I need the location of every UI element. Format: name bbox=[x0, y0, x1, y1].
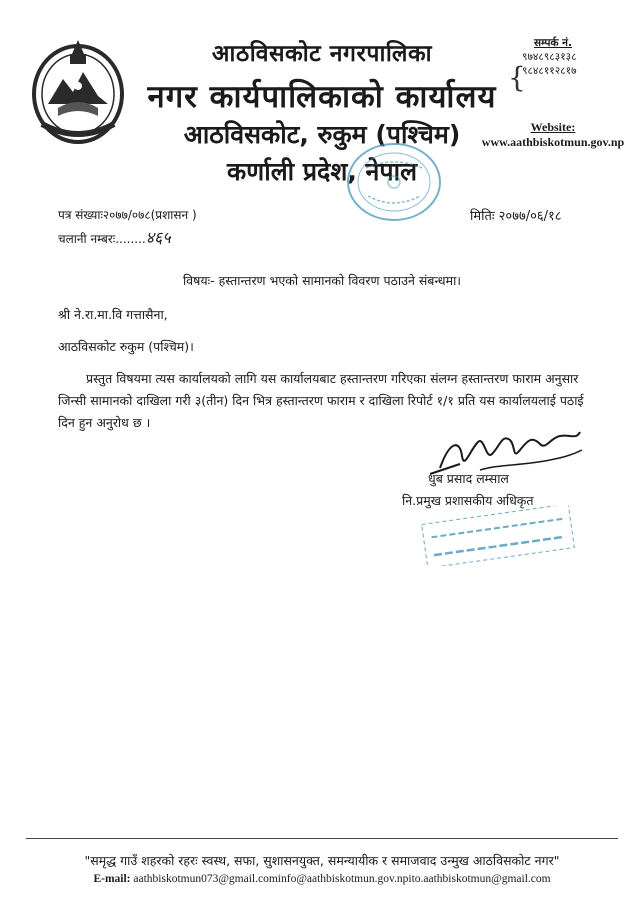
letter-body: प्रस्तुत विषयमा त्यस कार्यालयको लागि यस कार्यालयबाट हस्तान्तरण गरिएका संलग्न हस्तान्तरण फाराम अनुसार जिन्सी सामानको दाखिला गरी ३(तीन) दिन भित्र हस्तान्तरण फाराम र दाखिला रिपोर्ट १/१ प्रति यस कार्यालयलाई पठाई दिन हुन अनुरोध छ । bbox=[58, 371, 584, 430]
footer-divider bbox=[26, 838, 618, 839]
reference-number: पत्र संख्याः२०७७/०७८(प्रशासन ) bbox=[58, 208, 197, 222]
signatory-name: धुब प्रसाद लम्साल bbox=[428, 471, 509, 486]
letter-subject: विषयः- हस्तान्तरण भएको सामानको विवरण पठाउने संबन्धमा। bbox=[182, 273, 462, 288]
signatory-title: नि.प्रमुख प्रशासकीय अधिकृत bbox=[402, 493, 534, 508]
contact-block bbox=[508, 36, 628, 94]
phone-number: ९७४८९८३१३८ bbox=[522, 51, 577, 63]
email-link[interactable]: aathbiskotmun073@gmail.cominfo@aathbiskotmun.gov.npito.aathbiskotmun@gmail.com bbox=[133, 873, 551, 885]
dispatch-label: चलानी नम्बरः bbox=[58, 232, 116, 246]
dispatch-dots: ........ bbox=[115, 232, 146, 246]
dispatch-number bbox=[58, 226, 171, 248]
website-block bbox=[468, 120, 638, 150]
footer-email bbox=[0, 873, 644, 885]
brace-icon: { bbox=[508, 61, 526, 94]
phone-number: ९८४८११२८१७ bbox=[522, 65, 577, 77]
office-address: आठविसकोट, रुकुम (पश्चिम) bbox=[183, 120, 461, 149]
dispatch-value: ४६५ bbox=[145, 228, 171, 247]
footer-slogan: "समृद्ध गाउँ शहरको रहरः स्वस्थ, सफा, सुशासनयुक्त, समन्यायीक र समाजवाद उन्मुख आठविसकोट नगर" bbox=[84, 853, 560, 868]
office-stamp-icon bbox=[316, 138, 446, 228]
email-label: E-mail: bbox=[93, 873, 131, 885]
office-name: नगर कार्यपालिकाको कार्यालय bbox=[147, 79, 497, 115]
recipient-name: श्री ने.रा.मा.वि गत्तासैना, bbox=[58, 307, 168, 322]
municipality-name: आठविसकोट नगरपालिका bbox=[211, 41, 433, 67]
letter-date: मितिः २०७७/०६/१८ bbox=[470, 209, 562, 224]
recipient-address: आठविसकोट रुकुम (पश्चिम)। bbox=[58, 339, 194, 354]
website-link[interactable]: www.aathbiskotmun.gov.np bbox=[481, 135, 625, 149]
contact-label: सम्पर्क नं. bbox=[534, 37, 572, 49]
officer-stamp-icon bbox=[418, 506, 578, 566]
province-country: कर्णाली प्रदेश, नेपाल bbox=[226, 157, 418, 186]
website-label: Website: bbox=[530, 120, 576, 134]
